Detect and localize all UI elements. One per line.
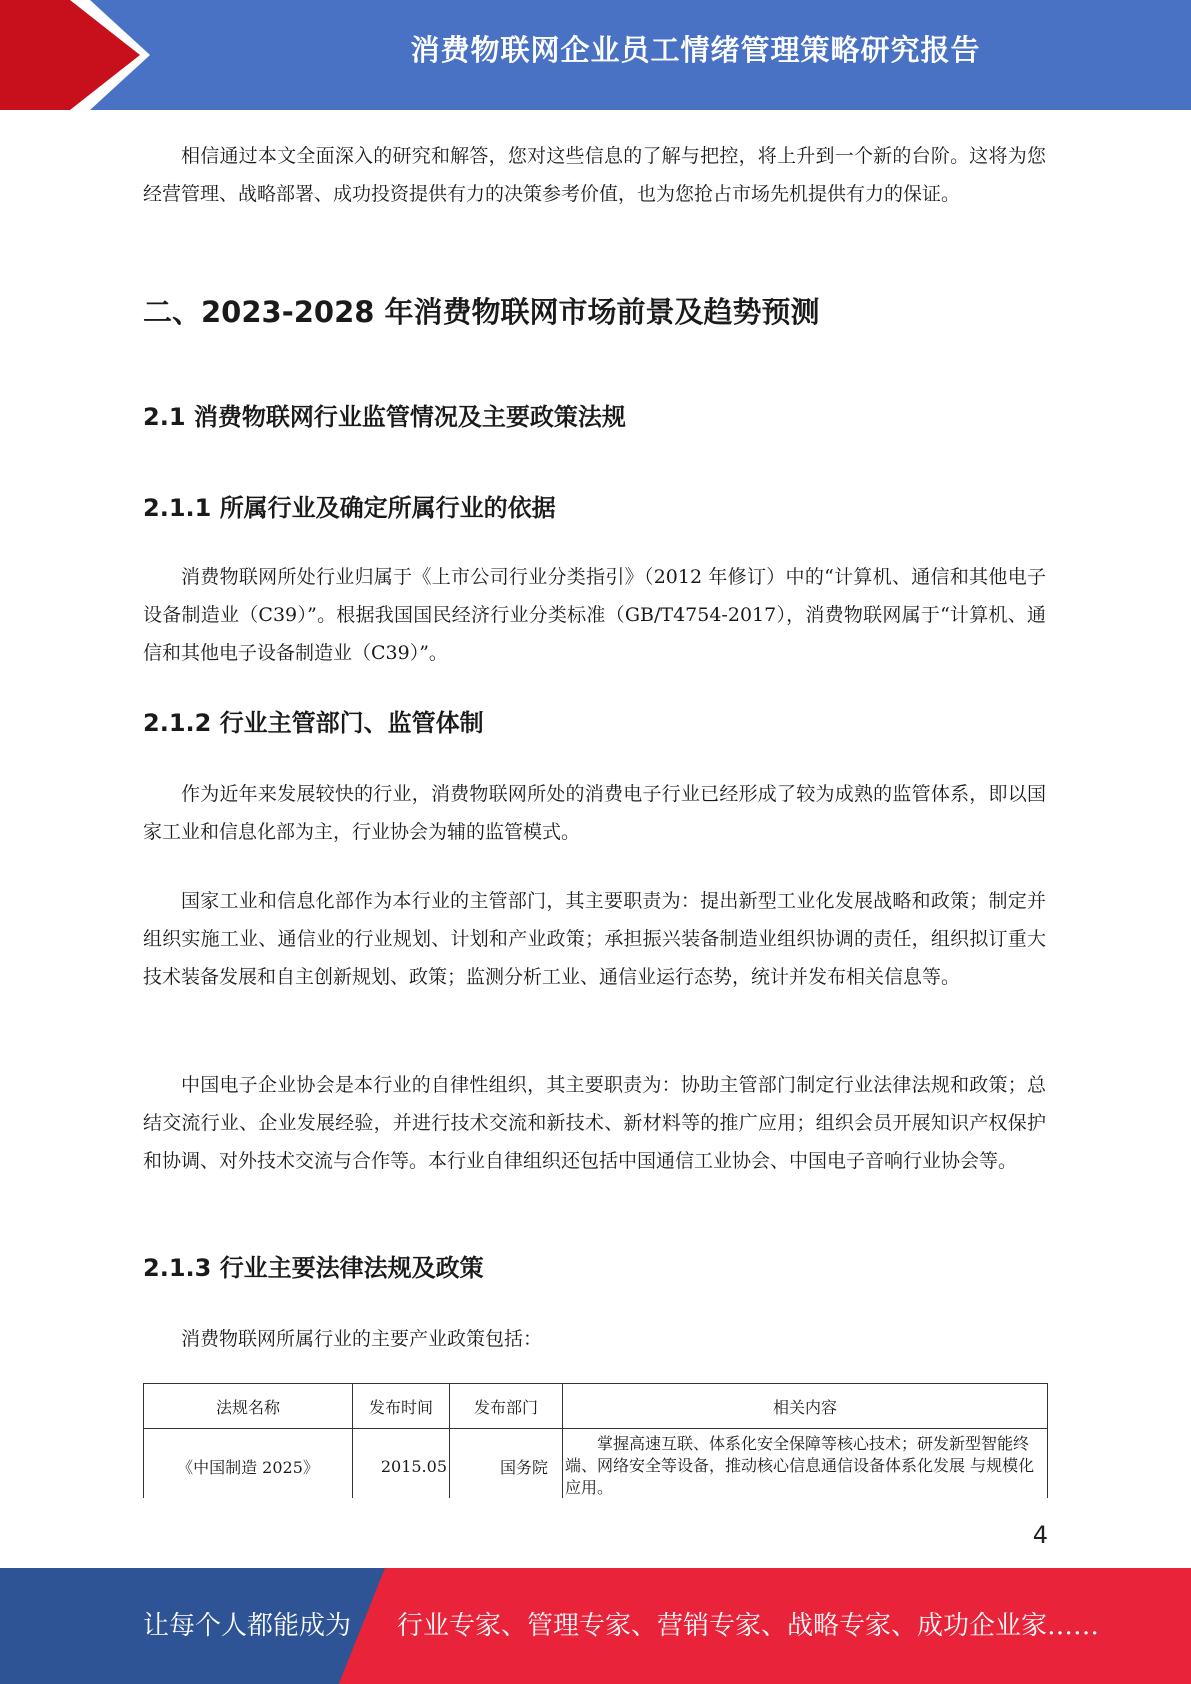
paragraph-regulatory-system: 作为近年来发展较快的行业，消费物联网所处的消费电子行业已经形成了较为成熟的监管体系，即以国家工业和信息化部为主，行业协会为辅的监管模式。 xyxy=(143,783,1046,843)
page-number: 4 xyxy=(1032,1521,1048,1549)
subsection-2-1-2-body-1 xyxy=(143,775,1046,851)
subsection-2-1-2-title: 2.1.2 行业主管部门、监管体制 xyxy=(143,709,484,737)
table-cell-date: 2015.05 xyxy=(353,1429,450,1504)
table-page-break xyxy=(140,1498,1052,1538)
table-header-cell: 相关内容 xyxy=(563,1384,1048,1429)
paragraph-industry-classification: 消费物联网所处行业归属于《上市公司行业分类指引》（2012 年修订）中的“计算机、通信和其他电子设备制造业（C39）”。根据我国国民经济行业分类标准（GB/T4754-2017），消费物联网属于“计算机、通信和其他电子设备制造业（C39）”。 xyxy=(143,566,1046,664)
section-heading-block xyxy=(143,290,1046,331)
paragraph-association-duties: 中国电子企业协会是本行业的自律性组织，其主要职责为：协助主管部门制定行业法律法规和政策；总结交流行业、企业发展经验，并进行技术交流和新技术、新材料等的推广应用；组织会员开展知识产权保护和协调、对外技术交流与合作等。本行业自律组织还包括中国通信工业协会、中国电子音响行业协会等。 xyxy=(143,1074,1046,1172)
policy-table xyxy=(143,1383,1048,1504)
footer-banner xyxy=(0,1568,1191,1684)
table-row xyxy=(144,1429,1048,1504)
subsection-2-1-1-title: 2.1.1 所属行业及确定所属行业的依据 xyxy=(143,494,556,522)
table-header-row xyxy=(144,1384,1048,1429)
subsection-2-1-1-body xyxy=(143,558,1046,672)
subsection-2-1-3-block xyxy=(143,1248,1046,1283)
section-2-title: 二、2023-2028 年消费物联网市场前景及趋势预测 xyxy=(143,295,820,329)
report-title: 消费物联网企业员工情绪管理策略研究报告 xyxy=(410,33,981,67)
table-header-cell: 法规名称 xyxy=(144,1384,353,1429)
paragraph-policy-intro: 消费物联网所属行业的主要产业政策包括： xyxy=(181,1328,543,1350)
subsection-2-1-3-title: 2.1.3 行业主要法律法规及政策 xyxy=(143,1254,484,1282)
footer-slogan-left: 让每个人都能成为 xyxy=(143,1611,352,1641)
table-cell-department: 国务院 xyxy=(450,1429,563,1504)
table-cell-content: 掌握高速互联、体系化安全保障等核心技术；研发新型智能终端、网络安全等设备，推动核心信息通信设备体系化发展 与规模化应用。 xyxy=(563,1429,1048,1504)
footer-slogan-right: 行业专家、管理专家、营销专家、战略专家、成功企业家…… xyxy=(397,1611,1100,1641)
subsection-2-1-2-body-3 xyxy=(143,1066,1046,1180)
table-header-cell: 发布部门 xyxy=(450,1384,563,1429)
subsection-2-1-1-block xyxy=(143,488,1046,523)
subsection-2-1-block xyxy=(143,397,1046,432)
subsection-2-1-3-body xyxy=(143,1320,1046,1358)
chevron-red-decoration xyxy=(0,0,140,110)
subsection-2-1-2-block xyxy=(143,703,1046,738)
table-header-cell: 发布时间 xyxy=(353,1384,450,1429)
intro-paragraph: 相信通过本文全面深入的研究和解答，您对这些信息的了解与把控，将上升到一个新的台阶。这将为您经营管理、战略部署、成功投资提供有力的决策参考价值，也为您抢占市场先机提供有力的保证。 xyxy=(143,145,1046,205)
subsection-2-1-2-body-2 xyxy=(143,882,1046,996)
intro-block xyxy=(143,137,1046,213)
paragraph-miit-duties: 国家工业和信息化部作为本行业的主管部门，其主要职责为：提出新型工业化发展战略和政策；制定并组织实施工业、通信业的行业规划、计划和产业政策；承担振兴装备制造业组织协调的责任，组织拟订重大技术装备发展和自主创新规划、政策；监测分析工业、通信业运行态势，统计并发布相关信息等。 xyxy=(143,890,1046,988)
subsection-2-1-title: 2.1 消费物联网行业监管情况及主要政策法规 xyxy=(143,403,626,431)
header-banner xyxy=(0,0,1191,110)
table-cell-name: 《中国制造 2025》 xyxy=(144,1429,353,1504)
